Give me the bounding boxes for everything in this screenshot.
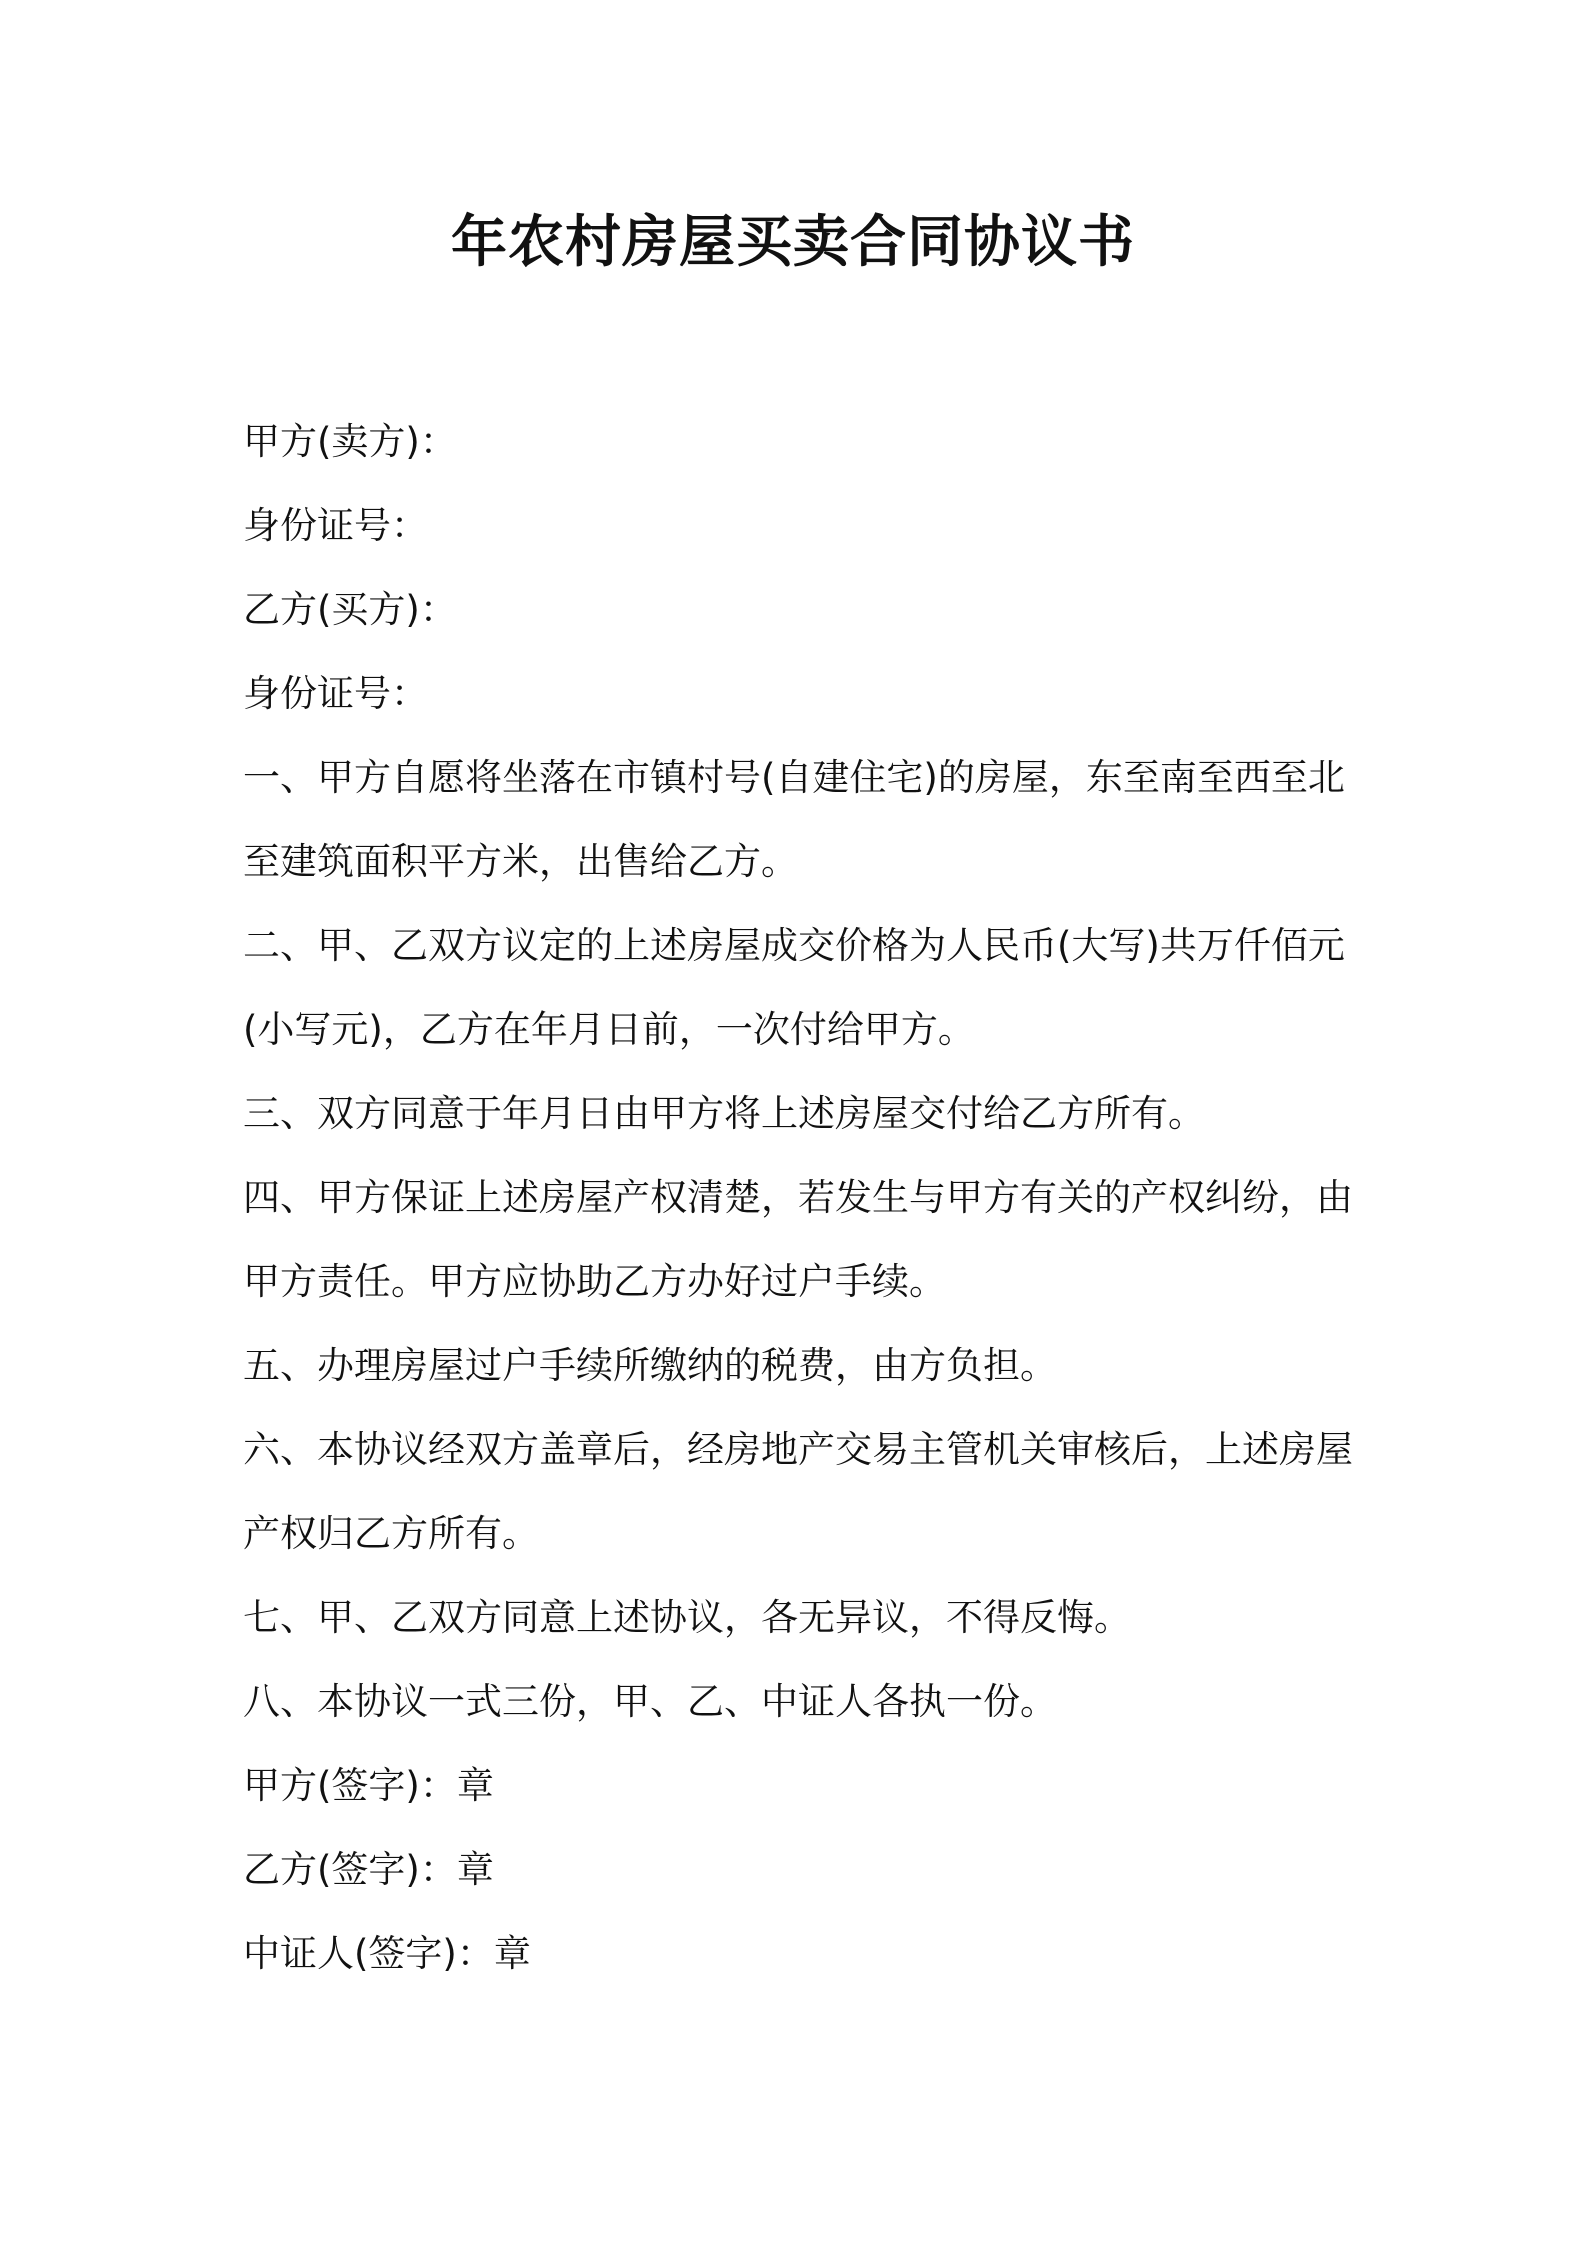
party-a-signature-line: 甲方(签字)：章	[243, 1764, 494, 1807]
document-body	[243, 400, 1358, 1996]
party-a-id-line: 身份证号：	[243, 504, 428, 547]
clause-6-line-2: 产权归乙方所有。	[243, 1512, 539, 1555]
clause-8-line-1: 八、本协议一式三份，甲、乙、中证人各执一份。	[243, 1680, 1057, 1723]
clause-1-line-1: 一、甲方自愿将坐落在市镇村号(自建住宅)的房屋，东至南至西至北	[243, 756, 1345, 799]
party-a-seller-line: 甲方(卖方)：	[243, 420, 457, 463]
document-title: 年农村房屋买卖合同协议书	[451, 210, 1135, 275]
clause-4-line-1: 四、甲方保证上述房屋产权清楚，若发生与甲方有关的产权纠纷，由	[243, 1176, 1353, 1219]
clause-7-line-1: 七、甲、乙双方同意上述协议，各无异议，不得反悔。	[243, 1596, 1131, 1639]
witness-signature-line: 中证人(签字)：章	[243, 1932, 531, 1975]
clause-5-line-1: 五、办理房屋过户手续所缴纳的税费，由方负担。	[243, 1344, 1057, 1387]
clause-4-line-2: 甲方责任。甲方应协助乙方办好过户手续。	[243, 1260, 946, 1303]
clause-3-line-1: 三、双方同意于年月日由甲方将上述房屋交付给乙方所有。	[243, 1092, 1205, 1135]
party-b-buyer-line: 乙方(买方)：	[243, 588, 457, 631]
party-b-signature-line: 乙方(签字)：章	[243, 1848, 494, 1891]
clause-1-line-2: 至建筑面积平方米，出售给乙方。	[243, 840, 798, 883]
clause-6-line-1: 六、本协议经双方盖章后，经房地产交易主管机关审核后，上述房屋	[243, 1428, 1353, 1471]
clause-2-line-2: (小写元)，乙方在年月日前，一次付给甲方。	[243, 1008, 975, 1051]
party-b-id-line: 身份证号：	[243, 672, 428, 715]
clause-2-line-1: 二、甲、乙双方议定的上述房屋成交价格为人民币(大写)共万仟佰元	[243, 924, 1345, 967]
